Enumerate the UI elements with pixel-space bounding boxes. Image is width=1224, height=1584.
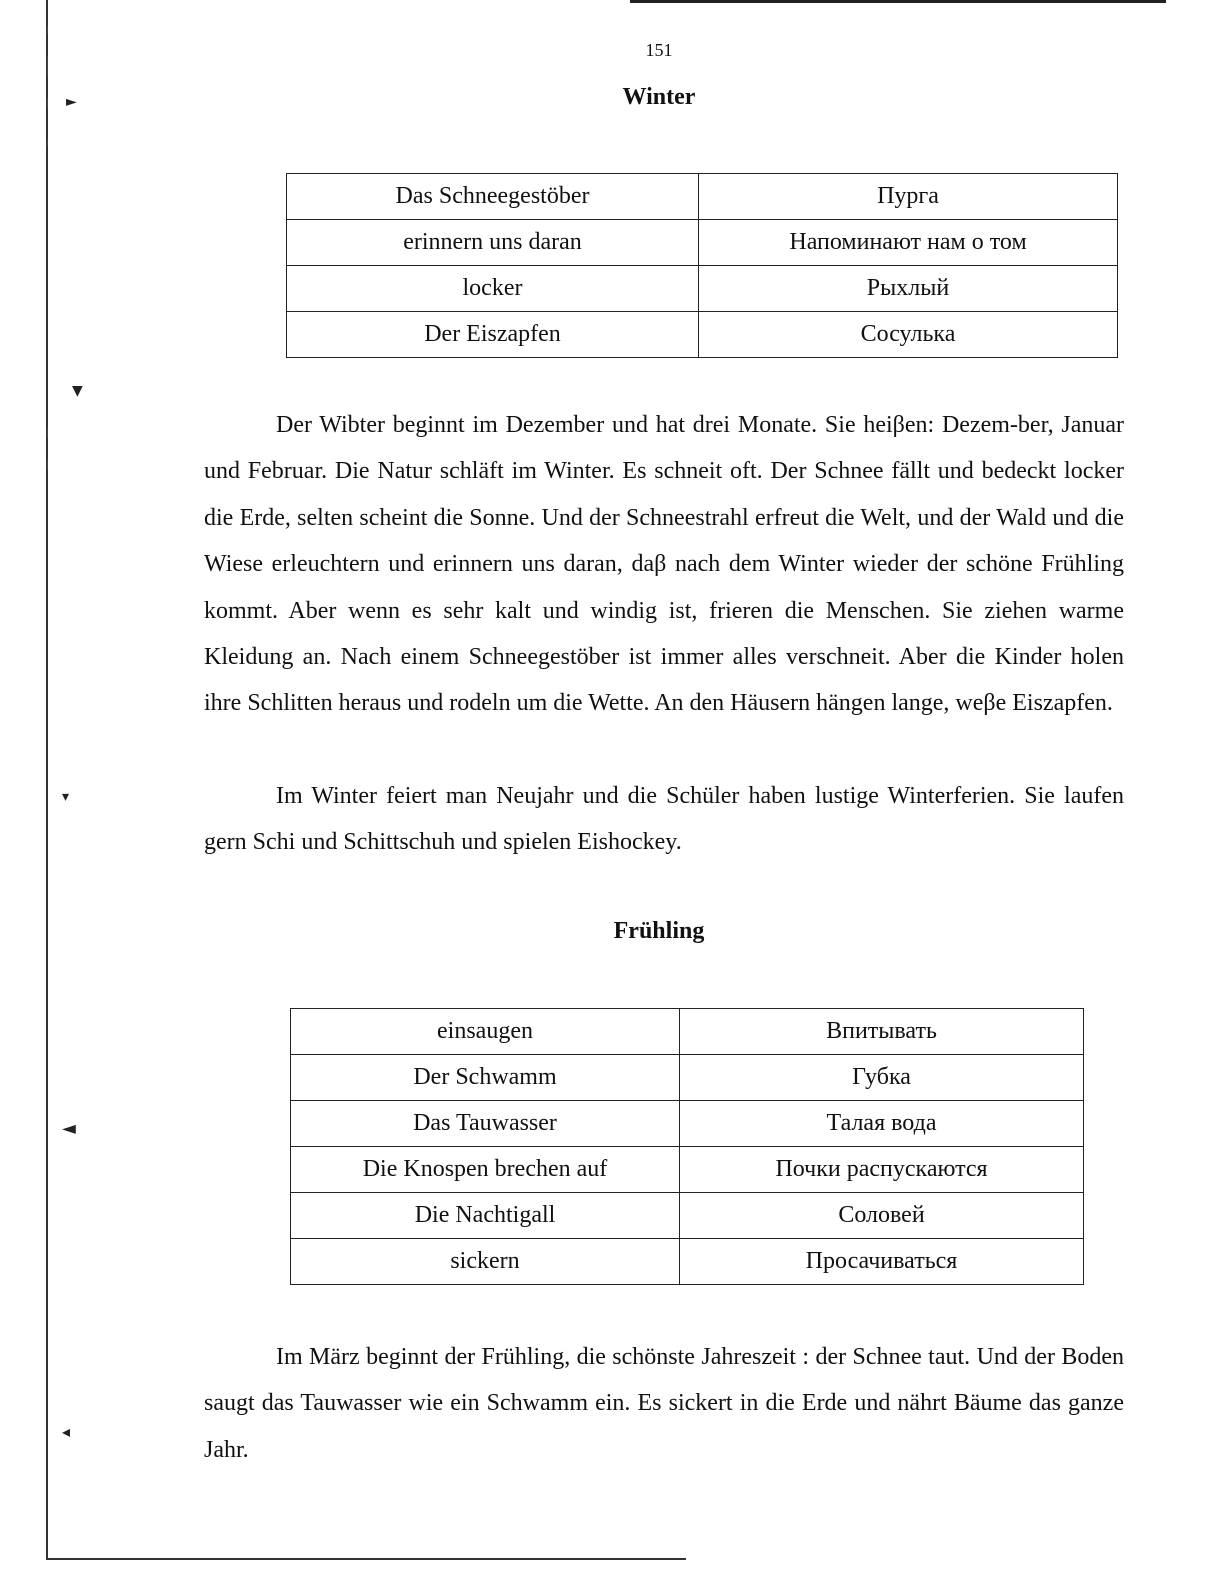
russian-translation: Просачиваться — [680, 1239, 1084, 1285]
vocabulary-table-winter — [286, 173, 1118, 358]
table-row — [287, 266, 1118, 312]
section-heading-winter: Winter — [622, 84, 696, 110]
russian-translation: Пурга — [699, 174, 1118, 220]
table-row — [287, 174, 1118, 220]
arrow-left-mark: ◂ — [62, 1422, 71, 1441]
arrow-right-mark: ► — [66, 94, 77, 110]
body-paragraph: Der Wibter beginnt im Dezember und hat drei Monate. Sie heiβen: Dezem-ber, Januar und Februar. Die Natur schläft im Winter. Es schneit oft. Der Schnee fällt und bedeckt locker die Erde, selten scheint die Sonne. Und der Schneestrahl erfreut die Welt, und der Wald und die Wiese erleuchtern und erinnern uns daran, daβ nach dem Winter wieder der schöne Frühling kommt. Aber wenn es sehr kalt und windig ist, frieren die Menschen. Sie ziehen warme Kleidung an. Nach einem Schneegestöber ist immer alles verschneit. Aber die Kinder holen ihre Schlitten heraus und rodeln um die Wette. An den Häusern hängen lange, weβe Eiszapfen. — [204, 412, 1124, 717]
arrow-down-mark: ▾ — [62, 789, 70, 805]
body-paragraph: Im März beginnt der Frühling, die schönste Jahreszeit : der Schnee taut. Und der Boden saugt das Tauwasser wie ein Schwamm ein. Es sickert in die Erde und nährt Bäume das ganze Jahr. — [204, 1344, 1124, 1463]
german-term: Der Schwamm — [291, 1055, 680, 1101]
russian-translation: Напоминают нам о том — [699, 220, 1118, 266]
russian-translation: Соловей — [680, 1193, 1084, 1239]
russian-translation: Рыхлый — [699, 266, 1118, 312]
page-number: 151 — [645, 40, 673, 60]
top-border-line — [630, 0, 1166, 3]
german-term: Die Nachtigall — [291, 1193, 680, 1239]
russian-translation: Почки распускаются — [680, 1147, 1084, 1193]
table-row — [291, 1193, 1084, 1239]
table-row — [291, 1147, 1084, 1193]
russian-translation: Сосулька — [699, 312, 1118, 358]
table-row — [287, 312, 1118, 358]
vocabulary-table-spring — [290, 1008, 1084, 1285]
table-row — [291, 1055, 1084, 1101]
table-row — [291, 1009, 1084, 1055]
german-term: einsaugen — [291, 1009, 680, 1055]
table-row — [287, 220, 1118, 266]
section-heading-spring: Frühling — [613, 918, 705, 944]
german-term: sickern — [291, 1239, 680, 1285]
arrow-left-mark: ◄ — [62, 1118, 76, 1139]
margin-tick — [47, 140, 48, 146]
german-term: Der Eiszapfen — [287, 312, 699, 358]
table-row — [291, 1239, 1084, 1285]
german-term: Das Schneegestöber — [287, 174, 699, 220]
arrow-down-mark: ▼ — [72, 383, 83, 399]
margin-tick — [47, 428, 48, 438]
table-row — [291, 1101, 1084, 1147]
german-term: Das Tauwasser — [291, 1101, 680, 1147]
body-paragraph: Im Winter feiert man Neujahr und die Schüler haben lustige Winterferien. Sie laufen gern Schi und Schittschuh und spielen Eishockey. — [204, 783, 1124, 856]
german-term: erinnern uns daran — [287, 220, 699, 266]
left-border-line — [46, 0, 48, 1560]
margin-tick — [47, 460, 48, 470]
margin-tick — [47, 26, 48, 34]
german-term: locker — [287, 266, 699, 312]
bottom-border-line — [46, 1558, 686, 1560]
german-term: Die Knospen brechen auf — [291, 1147, 680, 1193]
russian-translation: Впитывать — [680, 1009, 1084, 1055]
russian-translation: Талая вода — [680, 1101, 1084, 1147]
russian-translation: Губка — [680, 1055, 1084, 1101]
